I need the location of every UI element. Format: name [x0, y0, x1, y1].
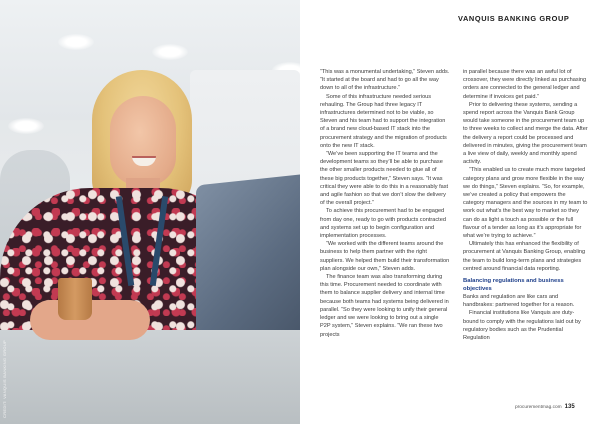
ceiling-light: [8, 118, 44, 134]
page-footer: [515, 404, 575, 410]
paragraph: To achieve this procurement had to be engaged from day one, ready to go with products contracted and systems set up to begin configuration and implementation processes.: [320, 208, 446, 240]
paragraph: Banks and regulation are like cars and handbrakes: partnered together for a reason.: [463, 294, 575, 309]
face: [110, 96, 176, 186]
photo-credit: CREDIT: VANQUIS BANKING GROUP: [2, 340, 7, 418]
paragraph: Prior to delivering these systems, sending a spend report across the Vanquis Bank Group would take someone in the procurement team up to three weeks to collect and merge the data. After the delivery a report could be processed and delivered in minutes, giving the procurement team a live view of daily, weekly and monthly spend activity.: [463, 101, 588, 166]
desk: [0, 330, 300, 424]
paragraph: Some of this infrastructure needed serious rehauling. The Group had three legacy IT infrastructures determined not to be viable, so Steven and his team had to support the integration of a brand new cloud-based IT stack into the procurement strategy and the migration of products onto the new IT stack.: [320, 93, 447, 149]
paragraph: “We’ve been supporting the IT teams and the development teams so they’ll be able to purchase the other smaller products needed to glue all of these big products together,” Steven says. “It was critical they were able to do this in a reasonably fast and agile fashion so that we don’t slow the delivery of the overall project.”: [320, 151, 449, 207]
paragraph: Ultimately this has enhanced the flexibility of procurement at Vanquis Banking Group, enabling the team to build long-term plans and strategies centred around financial data reporting.: [463, 241, 586, 272]
page-number: 135: [564, 404, 575, 410]
paragraph: “We worked with the different teams around the business to help them partner with the right suppliers. We helped them build their transformation plan alongside our own,” Steven adds.: [320, 241, 450, 272]
site-url: procurementmag.com: [515, 405, 562, 410]
paragraph: Financial institutions like Vanquis are duty-bound to comply with the regulations laid out by regulatory bodies such as the Prudential Regulation: [463, 310, 581, 342]
paragraph: in parallel because there was an awful lot of crossover, they were directly linked as purchasing orders are connected to the general ledger and determine if invoices get paid.”: [463, 69, 587, 100]
text-column-1: [320, 68, 450, 339]
ceiling-light: [152, 44, 188, 60]
publication-header: VANQUIS BANKING GROUP: [458, 14, 570, 23]
ceiling-light: [58, 34, 94, 50]
text-column-2: [463, 68, 588, 342]
paragraph: “This was a monumental undertaking,” Steven adds. “It started at the board and had to go all the way down to all of the infrastructure.”: [320, 69, 450, 92]
section-heading: Balancing regulations and business objectives: [463, 278, 564, 293]
paragraph: The finance team was also transforming during this time. Procurement needed to coordinate with them to balance supplier delivery and internal time because both teams had systems being delivered in parallel. “So they were looking to unify their general ledger and we were looking to bring out a single P2P system,” Steven explains. “We ran these two projects: [320, 274, 449, 338]
coffee-cup: [58, 278, 92, 320]
laptop-screen: [196, 175, 300, 346]
paragraph: “This enabled us to create much more targeted category plans and grow more flexible in the way we do things,” Steven explains. “So, for example, we’ve created a policy that empowers the category managers and the sources in my team to work out what’s the best way to market so they can do as light a touch as possible or the full flavour of a tender as long as it’s appropriate for what we’re trying to achieve.”: [463, 167, 588, 240]
